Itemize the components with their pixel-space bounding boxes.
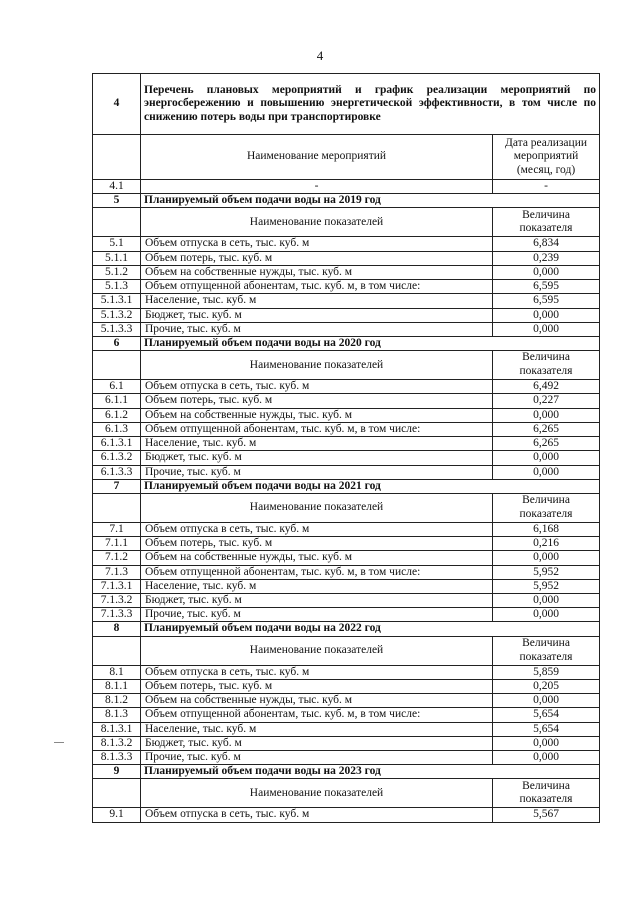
table-row [93,594,600,608]
section-header-number-cell [93,208,141,237]
section-title: Планируемый объем подачи воды на 2023 год [141,765,600,779]
indicator-name: Прочие, тыс. куб. м [141,751,493,765]
row-number: 8.1.2 [93,694,141,708]
indicator-value: 6,265 [493,437,600,451]
indicator-value: 0,000 [493,751,600,765]
indicator-value-header: Величина показателя [493,351,600,380]
section-header-number-cell [93,779,141,808]
indicator-value-header: Величина показателя [493,779,600,808]
table-row [93,380,600,394]
indicator-value: 0,227 [493,394,600,408]
indicator-name: Объем отпущенной абонентам, тыс. куб. м, в том числе: [141,565,493,579]
table-row [93,751,600,765]
indicator-name: Прочие, тыс. куб. м [141,465,493,479]
indicator-value: 5,859 [493,665,600,679]
section-header-row [93,779,600,808]
table-row [93,694,600,708]
indicator-name: Объем отпущенной абонентам, тыс. куб. м, в том числе: [141,280,493,294]
section-header-row [93,636,600,665]
table-row [93,465,600,479]
row-number: 8.1 [93,665,141,679]
row-number: 8.1.3.1 [93,722,141,736]
table-row [93,237,600,251]
section-title-row [93,765,600,779]
plan-number: 4 [93,74,141,135]
row-number: 9.1 [93,808,141,822]
page-number: 4 [316,48,324,63]
indicator-value: 0,000 [493,594,600,608]
indicator-name: Объем потерь, тыс. куб. м [141,679,493,693]
indicator-value: 0,000 [493,308,600,322]
row-number: 6.1.3.3 [93,465,141,479]
indicator-name-header: Наименование показателей [141,493,493,522]
section-title: Планируемый объем подачи воды на 2020 год [141,336,600,350]
table-row [93,251,600,265]
section-title: Планируемый объем подачи воды на 2019 год [141,194,600,208]
section-number: 9 [93,765,141,779]
indicator-value: 5,952 [493,579,600,593]
indicator-name: Объем отпуска в сеть, тыс. куб. м [141,665,493,679]
indicator-name: Объем отпущенной абонентам, тыс. куб. м, в том числе: [141,422,493,436]
indicator-name: Бюджет, тыс. куб. м [141,736,493,750]
indicator-value-header: Величина показателя [493,493,600,522]
table-row [93,437,600,451]
row-number: 6.1.3 [93,422,141,436]
table-row [93,294,600,308]
row-number: 8.1.1 [93,679,141,693]
row-number: 7.1.1 [93,537,141,551]
indicator-value: 5,567 [493,808,600,822]
row-number: 8.1.3.3 [93,751,141,765]
table-row [93,451,600,465]
indicator-name: Население, тыс. куб. м [141,294,493,308]
indicator-value: 0,000 [493,608,600,622]
section-number: 7 [93,479,141,493]
indicator-name: Объем на собственные нужды, тыс. куб. м [141,408,493,422]
indicator-value-header: Величина показателя [493,636,600,665]
table-row [93,408,600,422]
table-row [93,565,600,579]
indicator-name: Прочие, тыс. куб. м [141,608,493,622]
section-header-row [93,351,600,380]
plan-row-name: - [141,180,493,194]
indicator-value: 0,205 [493,679,600,693]
section-title: Планируемый объем подачи воды на 2021 год [141,479,600,493]
indicator-name: Объем потерь, тыс. куб. м [141,394,493,408]
table-row [93,808,600,822]
indicator-value: 5,654 [493,722,600,736]
row-number: 5.1.3 [93,280,141,294]
plan-row-date: - [493,180,600,194]
table-row [93,665,600,679]
row-number: 6.1.1 [93,394,141,408]
table-row [93,608,600,622]
table-row [93,579,600,593]
table-row [93,265,600,279]
section-header-number-cell [93,351,141,380]
margin-mark [54,742,64,743]
table-row [93,522,600,536]
row-number: 7.1.2 [93,551,141,565]
indicator-name: Объем отпуска в сеть, тыс. куб. м [141,808,493,822]
indicator-value: 0,239 [493,251,600,265]
plan-header-number-cell [93,135,141,180]
row-number: 7.1.3 [93,565,141,579]
row-number: 7.1 [93,522,141,536]
section-number: 6 [93,336,141,350]
indicator-name: Объем отпуска в сеть, тыс. куб. м [141,237,493,251]
indicator-value: 0,000 [493,465,600,479]
indicator-value: 6,492 [493,380,600,394]
indicator-name: Объем на собственные нужды, тыс. куб. м [141,265,493,279]
table-row [93,394,600,408]
plan-name-header: Наименование мероприятий [141,135,493,180]
indicator-value: 5,654 [493,708,600,722]
section-header-number-cell [93,636,141,665]
table-row [93,708,600,722]
row-number: 5.1.3.3 [93,322,141,336]
indicator-value: 0,000 [493,451,600,465]
section-header-number-cell [93,493,141,522]
indicator-name: Бюджет, тыс. куб. м [141,594,493,608]
table-row [93,280,600,294]
row-number: 7.1.3.2 [93,594,141,608]
row-number: 5.1 [93,237,141,251]
indicator-value: 0,216 [493,537,600,551]
indicator-value: 0,000 [493,408,600,422]
indicator-value: 0,000 [493,322,600,336]
indicator-name: Население, тыс. куб. м [141,437,493,451]
section-title-row [93,479,600,493]
row-number: 5.1.3.1 [93,294,141,308]
indicator-value: 6,168 [493,522,600,536]
indicator-name: Объем на собственные нужды, тыс. куб. м [141,551,493,565]
indicator-name: Объем отпущенной абонентам, тыс. куб. м, в том числе: [141,708,493,722]
row-number: 5.1.1 [93,251,141,265]
indicator-value: 5,952 [493,565,600,579]
plan-date-header: Дата реализации мероприятий (месяц, год) [493,135,600,180]
indicator-name: Население, тыс. куб. м [141,722,493,736]
indicator-value: 0,000 [493,736,600,750]
row-number: 8.1.3.2 [93,736,141,750]
table-row [93,679,600,693]
section-header-row [93,493,600,522]
indicator-value: 6,595 [493,280,600,294]
section-title-row [93,336,600,350]
section-number: 8 [93,622,141,636]
indicator-value: 0,000 [493,265,600,279]
section-title-row [93,622,600,636]
document-table-body [93,74,600,823]
row-number: 5.1.3.2 [93,308,141,322]
row-number: 6.1.3.2 [93,451,141,465]
table-row [93,551,600,565]
plan-row-number: 4.1 [93,180,141,194]
indicator-name: Объем отпуска в сеть, тыс. куб. м [141,380,493,394]
indicator-name: Бюджет, тыс. куб. м [141,451,493,465]
indicator-name: Бюджет, тыс. куб. м [141,308,493,322]
row-number: 7.1.3.1 [93,579,141,593]
indicator-name: Прочие, тыс. куб. м [141,322,493,336]
indicator-value: 0,000 [493,551,600,565]
indicator-name: Объем отпуска в сеть, тыс. куб. м [141,522,493,536]
indicator-name: Объем на собственные нужды, тыс. куб. м [141,694,493,708]
indicator-value: 6,834 [493,237,600,251]
section-header-row [93,208,600,237]
section-number: 5 [93,194,141,208]
indicator-name-header: Наименование показателей [141,351,493,380]
row-number: 6.1 [93,380,141,394]
indicator-value: 0,000 [493,694,600,708]
indicator-name-header: Наименование показателей [141,208,493,237]
row-number: 5.1.2 [93,265,141,279]
table-row [93,422,600,436]
indicator-value: 6,595 [493,294,600,308]
document-table [92,73,600,823]
row-number: 7.1.3.3 [93,608,141,622]
row-number: 8.1.3 [93,708,141,722]
indicator-name-header: Наименование показателей [141,636,493,665]
section-title: Планируемый объем подачи воды на 2022 год [141,622,600,636]
indicator-value: 6,265 [493,422,600,436]
indicator-value-header: Величина показателя [493,208,600,237]
table-row [93,736,600,750]
plan-row [93,180,600,194]
table-row [93,308,600,322]
plan-column-header-row [93,135,600,180]
table-row [93,537,600,551]
plan-title: Перечень плановых мероприятий и график реализации мероприятий по энергосбережению и повышению энергетической эффективности, в том числе по снижению потерь воды при транспортировке [141,74,600,135]
row-number: 6.1.2 [93,408,141,422]
indicator-name: Население, тыс. куб. м [141,579,493,593]
indicator-name-header: Наименование показателей [141,779,493,808]
table-row [93,322,600,336]
indicator-name: Объем потерь, тыс. куб. м [141,251,493,265]
indicator-name: Объем потерь, тыс. куб. м [141,537,493,551]
row-number: 6.1.3.1 [93,437,141,451]
table-row [93,722,600,736]
section-title-row [93,194,600,208]
plan-title-row [93,74,600,135]
